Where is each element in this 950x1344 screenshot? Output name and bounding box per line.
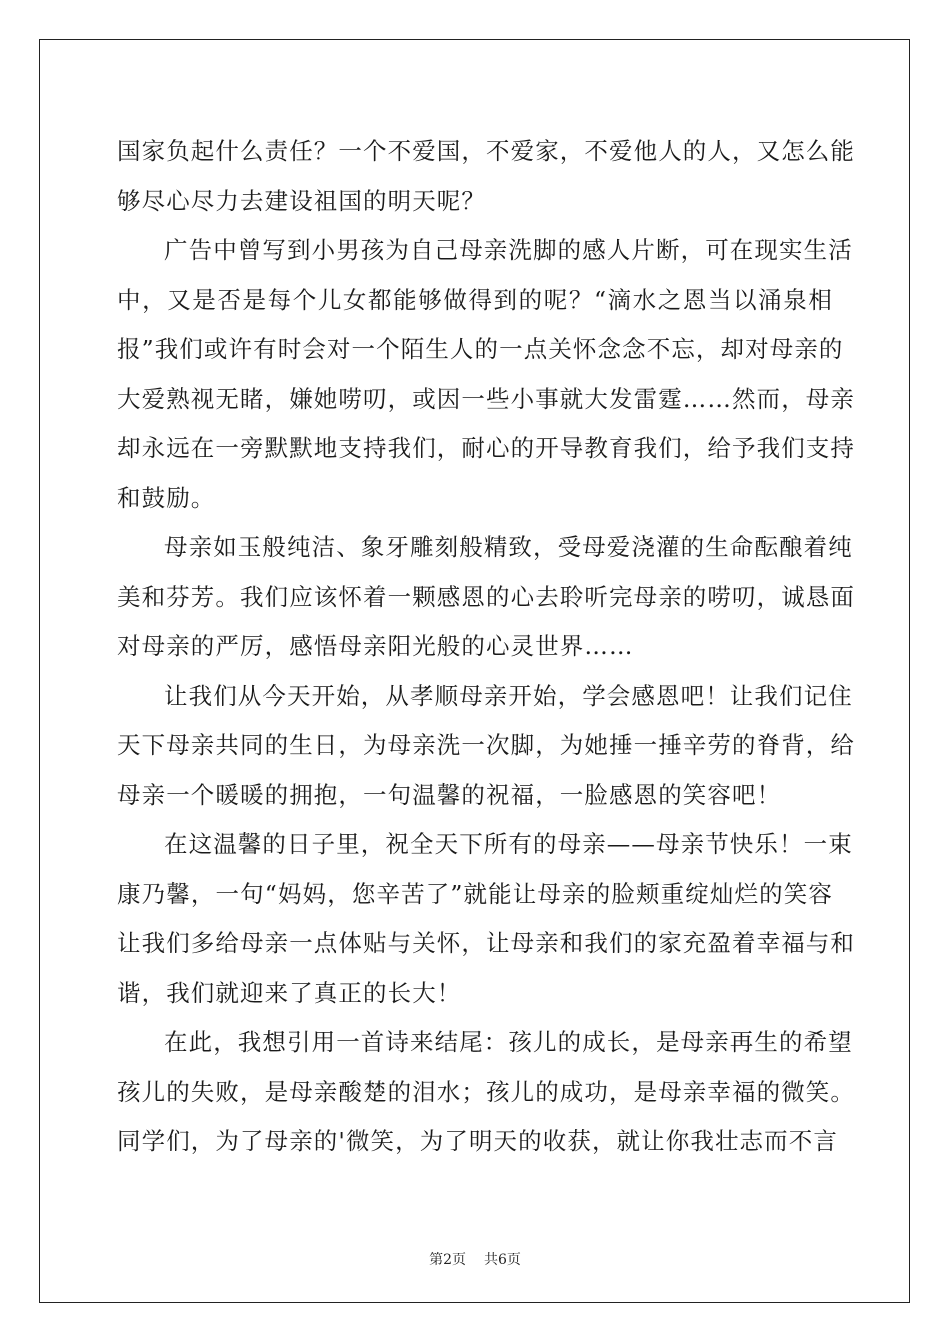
text-line: 美和芬芳。我们应该怀着一颗感恩的心去聆听完母亲的唠叨，诚恳面	[117, 582, 855, 611]
text-line: 和鼓励。	[117, 483, 216, 512]
text-line: 够尽心尽力去建设祖国的明天呢？	[117, 186, 486, 215]
text-line: 让我们多给母亲一点体贴与关怀，让母亲和我们的家充盈着幸福与和	[117, 929, 855, 957]
text-line: 让我们从今天开始，从孝顺母亲开始，学会感恩吧！让我们记住	[164, 681, 853, 710]
text-line: 对母亲的严厉，感悟母亲阳光般的心灵世界……	[117, 632, 634, 660]
text-line: 报”我们或许有时会对一个陌生人的一点关怀念念不忘，却对母亲的	[117, 335, 844, 363]
text-line: 康乃馨，一句“妈妈，您辛苦了”就能让母亲的脸颊重绽灿烂的笑容	[117, 879, 833, 908]
page-footer	[0, 1249, 950, 1269]
text-line: 母亲如玉般纯洁、象牙雕刻般精致，受母爱浇灌的生命酝酿着纯	[164, 533, 853, 561]
text-line: 在此，我想引用一首诗来结尾：孩儿的成长，是母亲再生的希望	[164, 1028, 853, 1056]
page-number: 第2页	[429, 1252, 466, 1268]
text-line: 广告中曾写到小男孩为自己母亲洗脚的感人片断，可在现实生活	[164, 236, 853, 264]
text-line: 谐，我们就迎来了真正的长大！	[117, 978, 462, 1007]
text-line: 天下母亲共同的生日，为母亲洗一次脚，为她捶一捶辛劳的脊背，给	[117, 731, 855, 759]
text-line: 中，又是否是每个儿女都能够做得到的呢？“滴水之恩当以涌泉相	[117, 285, 833, 314]
text-line: 母亲一个暖暖的拥抱，一句温馨的祝福，一脸感恩的笑容吧！	[117, 780, 782, 809]
text-line: 同学们，为了母亲的'微笑，为了明天的收获，就让你我壮志而不言	[117, 1127, 838, 1155]
text-line: 在这温馨的日子里，祝全天下所有的母亲——母亲节快乐！一束	[164, 830, 853, 858]
page-total: 共6页	[484, 1252, 521, 1268]
text-line: 孩儿的失败，是母亲酸楚的泪水；孩儿的成功，是母亲幸福的微笑。	[117, 1077, 855, 1106]
text-line: 大爱熟视无睹，嫌她唠叨，或因一些小事就大发雷霆……然而，母亲	[117, 384, 855, 413]
text-line: 却永远在一旁默默地支持我们，耐心的开导教育我们，给予我们支持	[117, 434, 855, 462]
document-body	[117, 127, 855, 1167]
text-line: 国家负起什么责任？一个不爱国，不爱家，不爱他人的人，又怎么能	[117, 137, 855, 165]
